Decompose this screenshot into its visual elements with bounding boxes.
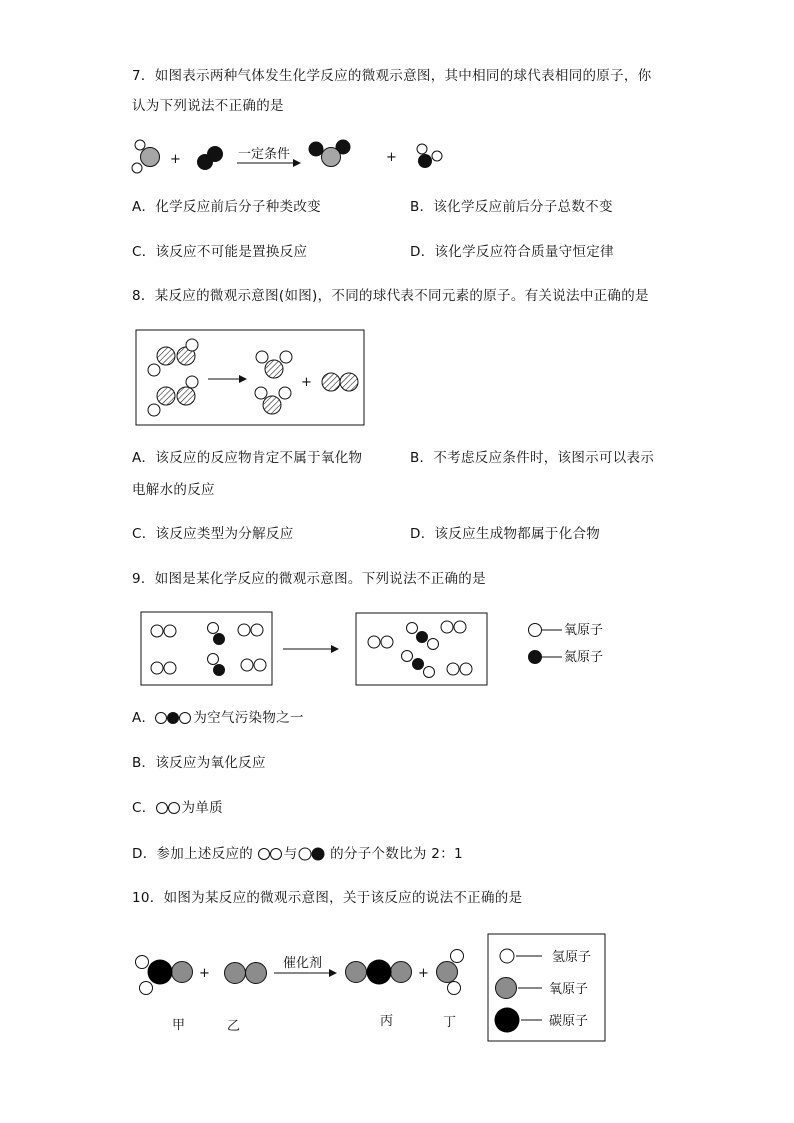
q10-molecule-yi: [225, 963, 267, 984]
q9-option-a-suffix: 为空气污染物之一: [193, 710, 304, 726]
q7-stem-line1: 7．如图表示两种气体发生化学反应的微观示意图，其中相同的球代表相同的原子，你: [132, 68, 652, 84]
q8-option-d: D．该反应生成物都属于化合物: [410, 526, 601, 542]
q9-option-c-prefix: C．: [132, 800, 156, 816]
q9-legend-oxygen-label: 氧原子: [564, 623, 604, 638]
q8-option-b-line2: 电解水的反应: [132, 482, 215, 498]
q7-arrow-label: 一定条件: [238, 147, 291, 162]
q10-label-jia: 甲: [172, 1018, 186, 1033]
q9-legend-nitrogen-label: 氮原子: [564, 650, 604, 665]
q10-label-yi: 乙: [227, 1019, 241, 1034]
q8-option-b-line1: B．不考虑反应条件时，该图示可以表示: [410, 450, 655, 466]
q10-legend-oxygen-label: 氧原子: [549, 982, 589, 997]
q7-option-a: A．化学反应前后分子种类改变: [132, 199, 321, 215]
q7-plus-1: +: [170, 152, 181, 167]
q8-option-a: A．该反应的反应物肯定不属于氧化物: [132, 450, 363, 466]
q8-option-c: C．该反应类型为分解反应: [132, 526, 294, 542]
q9-option-a-prefix: A．: [132, 710, 156, 726]
q10-legend: [488, 934, 605, 1041]
q10-plus-1: +: [199, 966, 210, 981]
q10-label-bing: 丙: [380, 1014, 394, 1029]
q8-stem: 8．某反应的微观示意图(如图)，不同的球代表不同元素的原子。有关说法中正确的是: [132, 288, 649, 304]
q10-stem: 10．如图为某反应的微观示意图，关于该反应的说法不正确的是: [132, 890, 523, 906]
q7-plus-2: +: [386, 150, 397, 165]
q10-label-ding: 丁: [443, 1015, 457, 1030]
q10-legend-hydrogen-label: 氢原子: [552, 950, 592, 965]
q10-legend-hydrogen-swatch: [500, 949, 514, 963]
q10-legend-carbon-swatch: [495, 1008, 520, 1033]
q10-arrow-label: 催化剂: [283, 956, 323, 971]
q10-molecule-jia: [136, 956, 193, 995]
q7-option-c: C．该反应不可能是置换反应: [132, 244, 308, 260]
q7-stem-line2: 认为下列说法不正确的是: [132, 98, 284, 114]
q9-option-d-suffix: 的分子个数比为 2：1: [330, 846, 463, 862]
q10-molecule-ding: [437, 950, 464, 995]
q9-option-b: B．该反应为氧化反应: [132, 755, 266, 771]
q10-molecule-bing: [346, 960, 412, 985]
q10-legend-carbon-label: 碳原子: [549, 1014, 589, 1029]
q9-option-d-mid: 与: [283, 846, 298, 862]
q8-plus: +: [301, 375, 312, 390]
q10-legend-oxygen-swatch: [496, 978, 517, 999]
q7-option-b: B．该化学反应前后分子总数不变: [410, 199, 613, 215]
q9-option-c-suffix: 为单质: [181, 800, 223, 816]
q9-option-d-prefix: D．参加上述反应的: [132, 846, 254, 862]
q10-plus-2: +: [418, 966, 429, 981]
q7-option-d: D．该化学反应符合质量守恒定律: [410, 244, 614, 260]
q9-stem: 9．如图是某化学反应的微观示意图。下列说法不正确的是: [132, 571, 486, 587]
